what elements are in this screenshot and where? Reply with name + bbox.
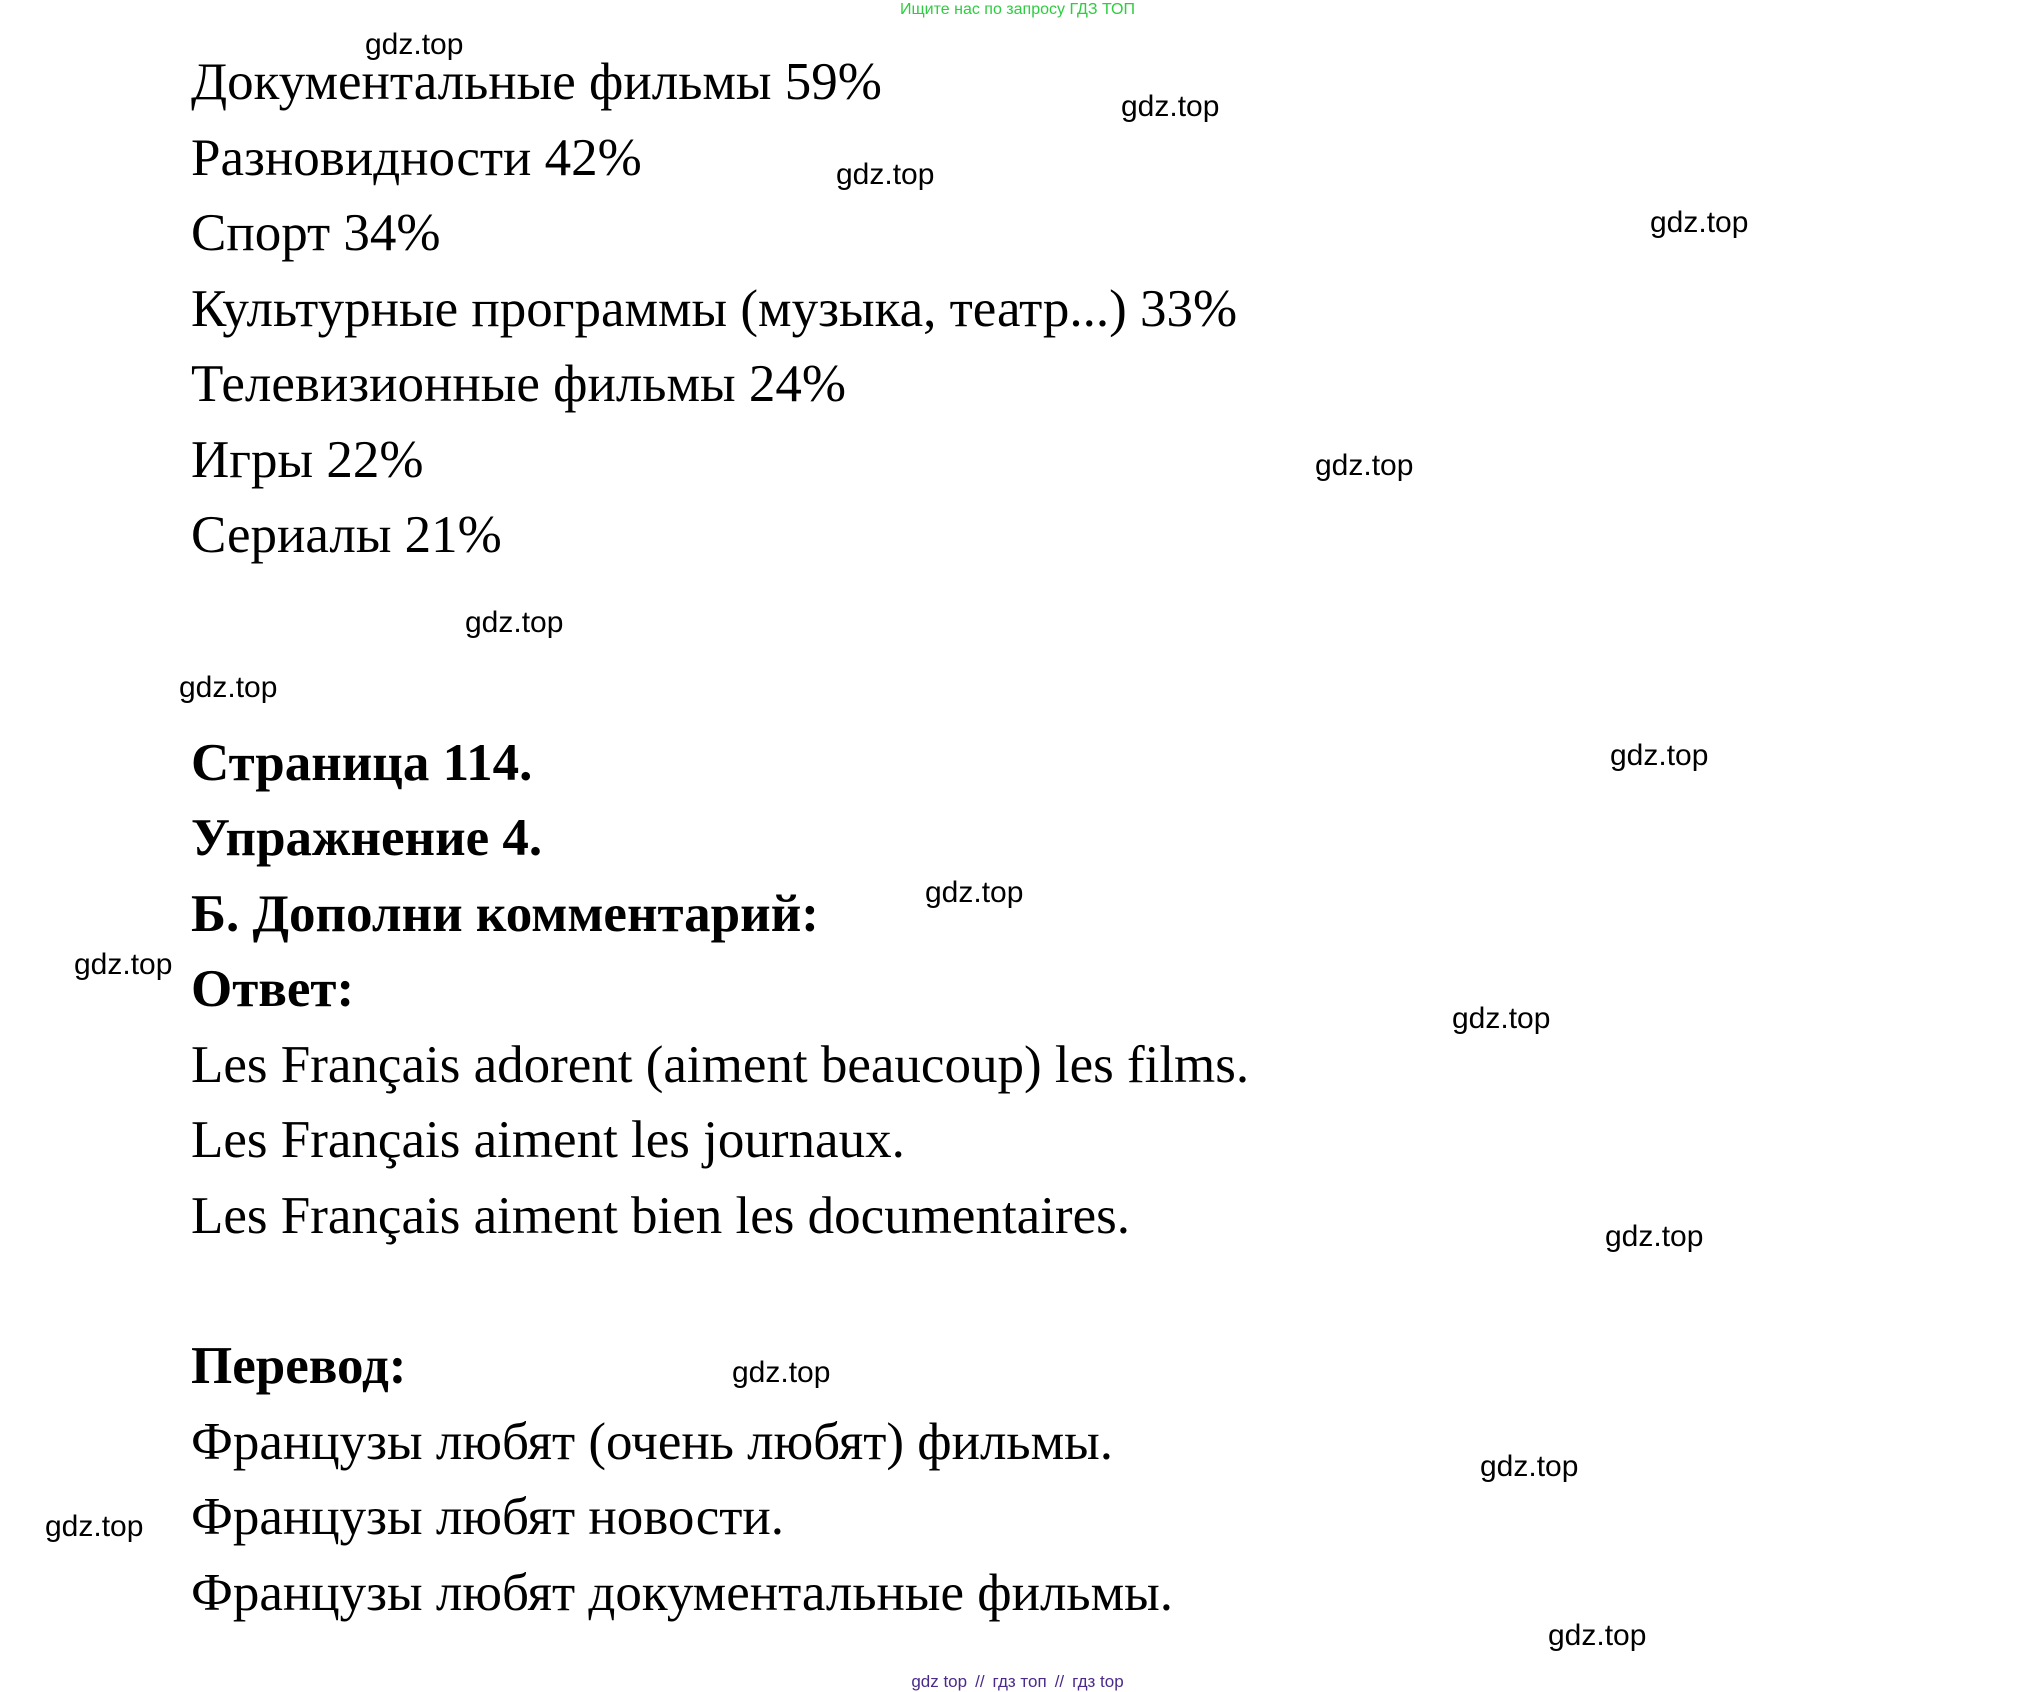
footer-separator: // <box>975 1672 985 1691</box>
watermark: gdz.top <box>1610 739 1709 772</box>
stat-line: Документальные фильмы 59% <box>191 53 882 111</box>
translation-line: Французы любят документальные фильмы. <box>191 1563 1173 1622</box>
watermark: gdz.top <box>1315 449 1414 482</box>
stat-line: Игры 22% <box>191 430 424 489</box>
watermark: gdz.top <box>45 1510 144 1543</box>
watermark: gdz.top <box>74 948 173 981</box>
watermark: gdz.top <box>1480 1450 1579 1483</box>
translation-line: Французы любят (очень любят) фильмы. <box>191 1412 1113 1471</box>
footer-link[interactable]: гдз top <box>1072 1672 1124 1691</box>
spacer <box>191 574 1249 726</box>
watermark: gdz.top <box>1548 1619 1647 1652</box>
search-banner: Ищите нас по запросу ГДЗ ТОП <box>900 1 1135 18</box>
translation-label: Перевод: <box>191 1337 407 1395</box>
translation-line: Французы любят новости. <box>191 1488 785 1546</box>
task-heading: Б. Дополни комментарий: <box>191 884 819 943</box>
watermark: gdz.top <box>465 606 564 639</box>
answer-line: Les Français adorent (aiment beaucoup) les films. <box>191 1035 1250 1094</box>
watermark: gdz.top <box>1650 206 1749 239</box>
footer-link[interactable]: gdz top <box>911 1672 968 1691</box>
footer-separator: // <box>1054 1672 1065 1691</box>
spacer <box>191 1254 1249 1329</box>
footer-link[interactable]: гдз топ <box>992 1672 1047 1691</box>
answer-label: Ответ: <box>191 960 355 1018</box>
document-content <box>191 45 1249 1631</box>
answer-line: Les Français aiment les journaux. <box>191 1111 905 1169</box>
page-number-heading: Страница 114. <box>191 733 533 792</box>
stat-line: Культурные программы (музыка, театр...) 33% <box>191 279 1238 338</box>
exercise-heading: Упражнение 4. <box>191 809 543 867</box>
watermark: gdz.top <box>1121 90 1220 123</box>
watermark: gdz.top <box>365 28 464 61</box>
watermark: gdz.top <box>179 671 278 704</box>
answer-line: Les Français aiment bien les documentaires. <box>191 1186 1130 1245</box>
watermark: gdz.top <box>1605 1220 1704 1253</box>
footer-links <box>0 1672 2035 1692</box>
stat-line: Спорт 34% <box>191 204 441 262</box>
stat-line: Разновидности 42% <box>191 128 642 187</box>
watermark: gdz.top <box>836 158 935 191</box>
stat-line: Сериалы 21% <box>191 506 502 564</box>
watermark: gdz.top <box>925 876 1024 909</box>
stat-line: Телевизионные фильмы 24% <box>191 355 847 413</box>
watermark: gdz.top <box>732 1356 831 1389</box>
watermark: gdz.top <box>1452 1002 1551 1035</box>
